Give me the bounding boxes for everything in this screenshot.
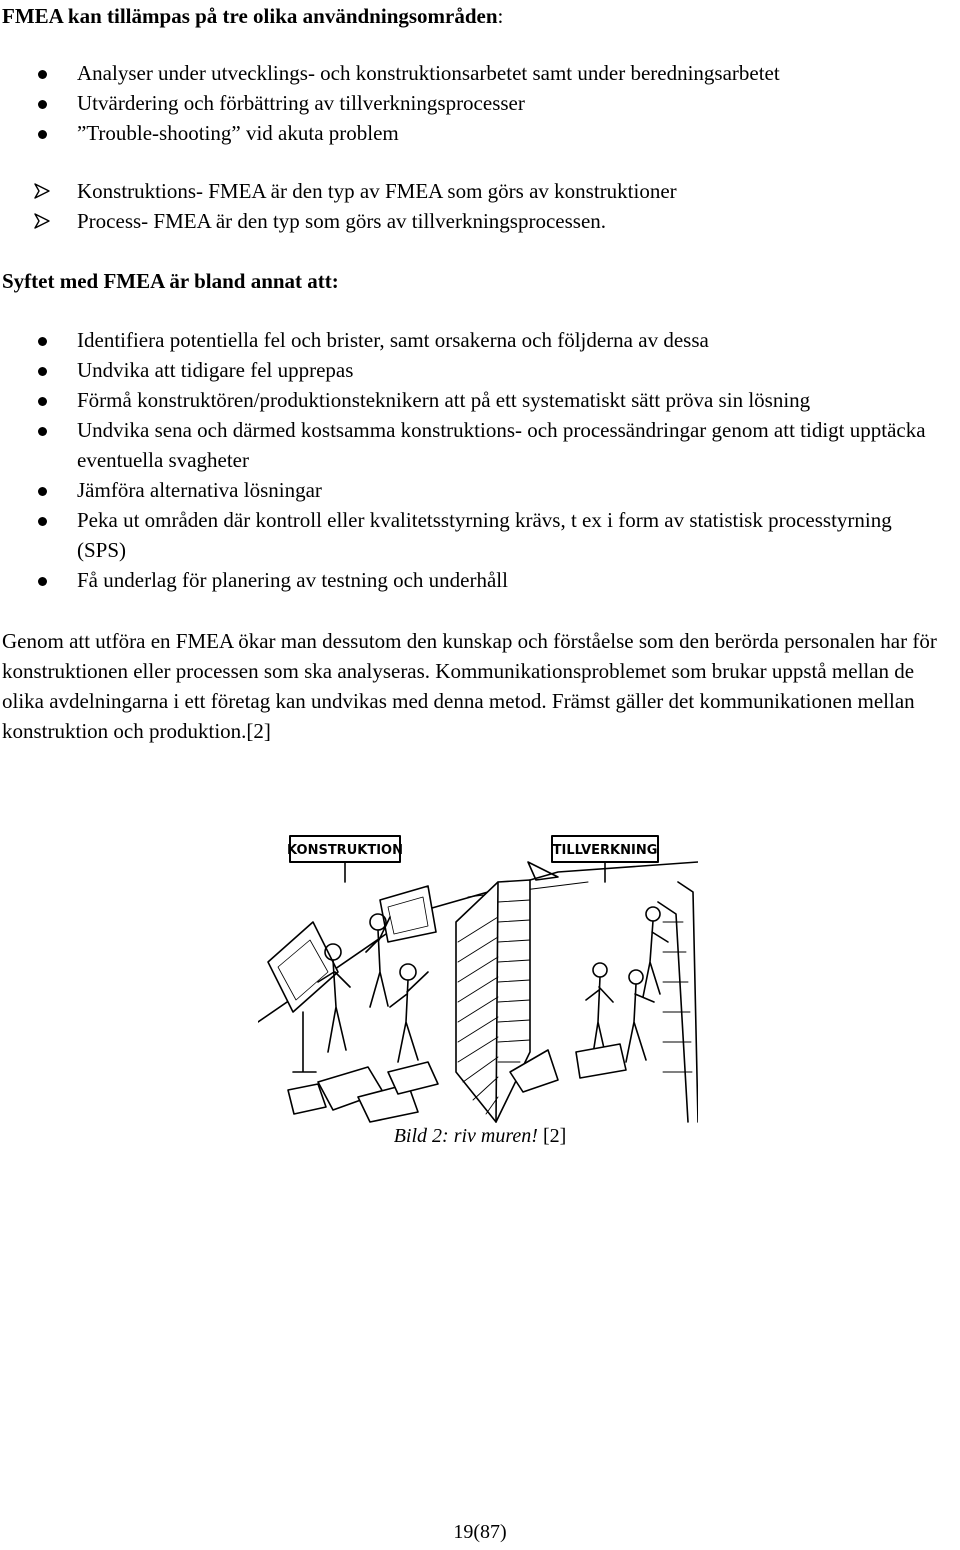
bullet-icon <box>38 130 47 139</box>
bullet-icon <box>38 100 47 109</box>
body-paragraph: Genom att utföra en FMEA ökar man dessutom den kunskap och förståelse som den berörda personalen har för konstruktionen eller processen som ska analyseras. Kommunikationsproblemet som brukar uppstå mellan de olika avdelningarna i ett företag kan undvikas med denna metod. Främst gäller det kommunikationen mellan konstruktion och produktion.[2] <box>2 629 937 743</box>
list-item: Peka ut områden där kontroll eller kvalitetsstyrning krävs, t ex i form av statistisk processtyrning (SPS) <box>0 505 917 565</box>
page-number: 19(87) <box>453 1521 507 1543</box>
sign-left-text: KONSTRUKTION <box>287 843 403 858</box>
bullet-icon <box>38 397 47 406</box>
list-item: ”Trouble-shooting” vid akuta problem <box>0 118 960 148</box>
list-item: Förmå konstruktören/produktionsteknikern att på ett systematiskt sätt pröva sin lösning <box>0 385 960 415</box>
list-item: Identifiera potentiella fel och brister, samt orsakerna och följderna av dessa <box>0 325 960 355</box>
types-list <box>0 176 960 236</box>
bullet-icon <box>38 337 47 346</box>
wall-illustration <box>258 822 698 1127</box>
goals-list <box>0 325 960 595</box>
list-item: Process- FMEA är den typ som görs av tillverkningsprocessen. <box>0 206 960 236</box>
uses-heading-colon: : <box>497 4 504 28</box>
bullet-icon <box>38 487 47 496</box>
caption-reference: [2] <box>537 1125 567 1147</box>
uses-list <box>0 58 960 148</box>
bullet-icon <box>38 577 47 586</box>
list-item: Utvärdering och förbättring av tillverkningsprocesser <box>0 88 960 118</box>
list-item: Undvika att tidigare fel upprepas <box>0 355 960 385</box>
bullet-icon <box>38 367 47 376</box>
arrow-bullet-icon <box>34 183 50 199</box>
sign-right-text: TILLVERKNING <box>552 843 658 858</box>
uses-heading <box>2 1 503 31</box>
caption-text: Bild 2: riv muren! <box>393 1125 538 1147</box>
list-item: Jämföra alternativa lösningar <box>0 475 960 505</box>
list-item: Konstruktions- FMEA är den typ av FMEA som görs av konstruktioner <box>0 176 960 206</box>
uses-heading-text: FMEA kan tillämpas på tre olika användningsområden <box>2 4 498 28</box>
list-item: Undvika sena och därmed kostsamma konstruktions- och processändringar genom att tidigt upptäcka eventuella svagheter <box>0 415 947 475</box>
bullet-icon <box>38 517 47 526</box>
arrow-bullet-icon <box>34 213 50 229</box>
list-item: Få underlag för planering av testning och underhåll <box>0 565 960 595</box>
figure-caption <box>0 1121 960 1151</box>
purpose-heading: Syftet med FMEA är bland annat att: <box>2 269 339 293</box>
bullet-icon <box>38 427 47 436</box>
list-item: Analyser under utvecklings- och konstruktionsarbetet samt under beredningsarbetet <box>0 58 960 88</box>
bullet-icon <box>38 70 47 79</box>
